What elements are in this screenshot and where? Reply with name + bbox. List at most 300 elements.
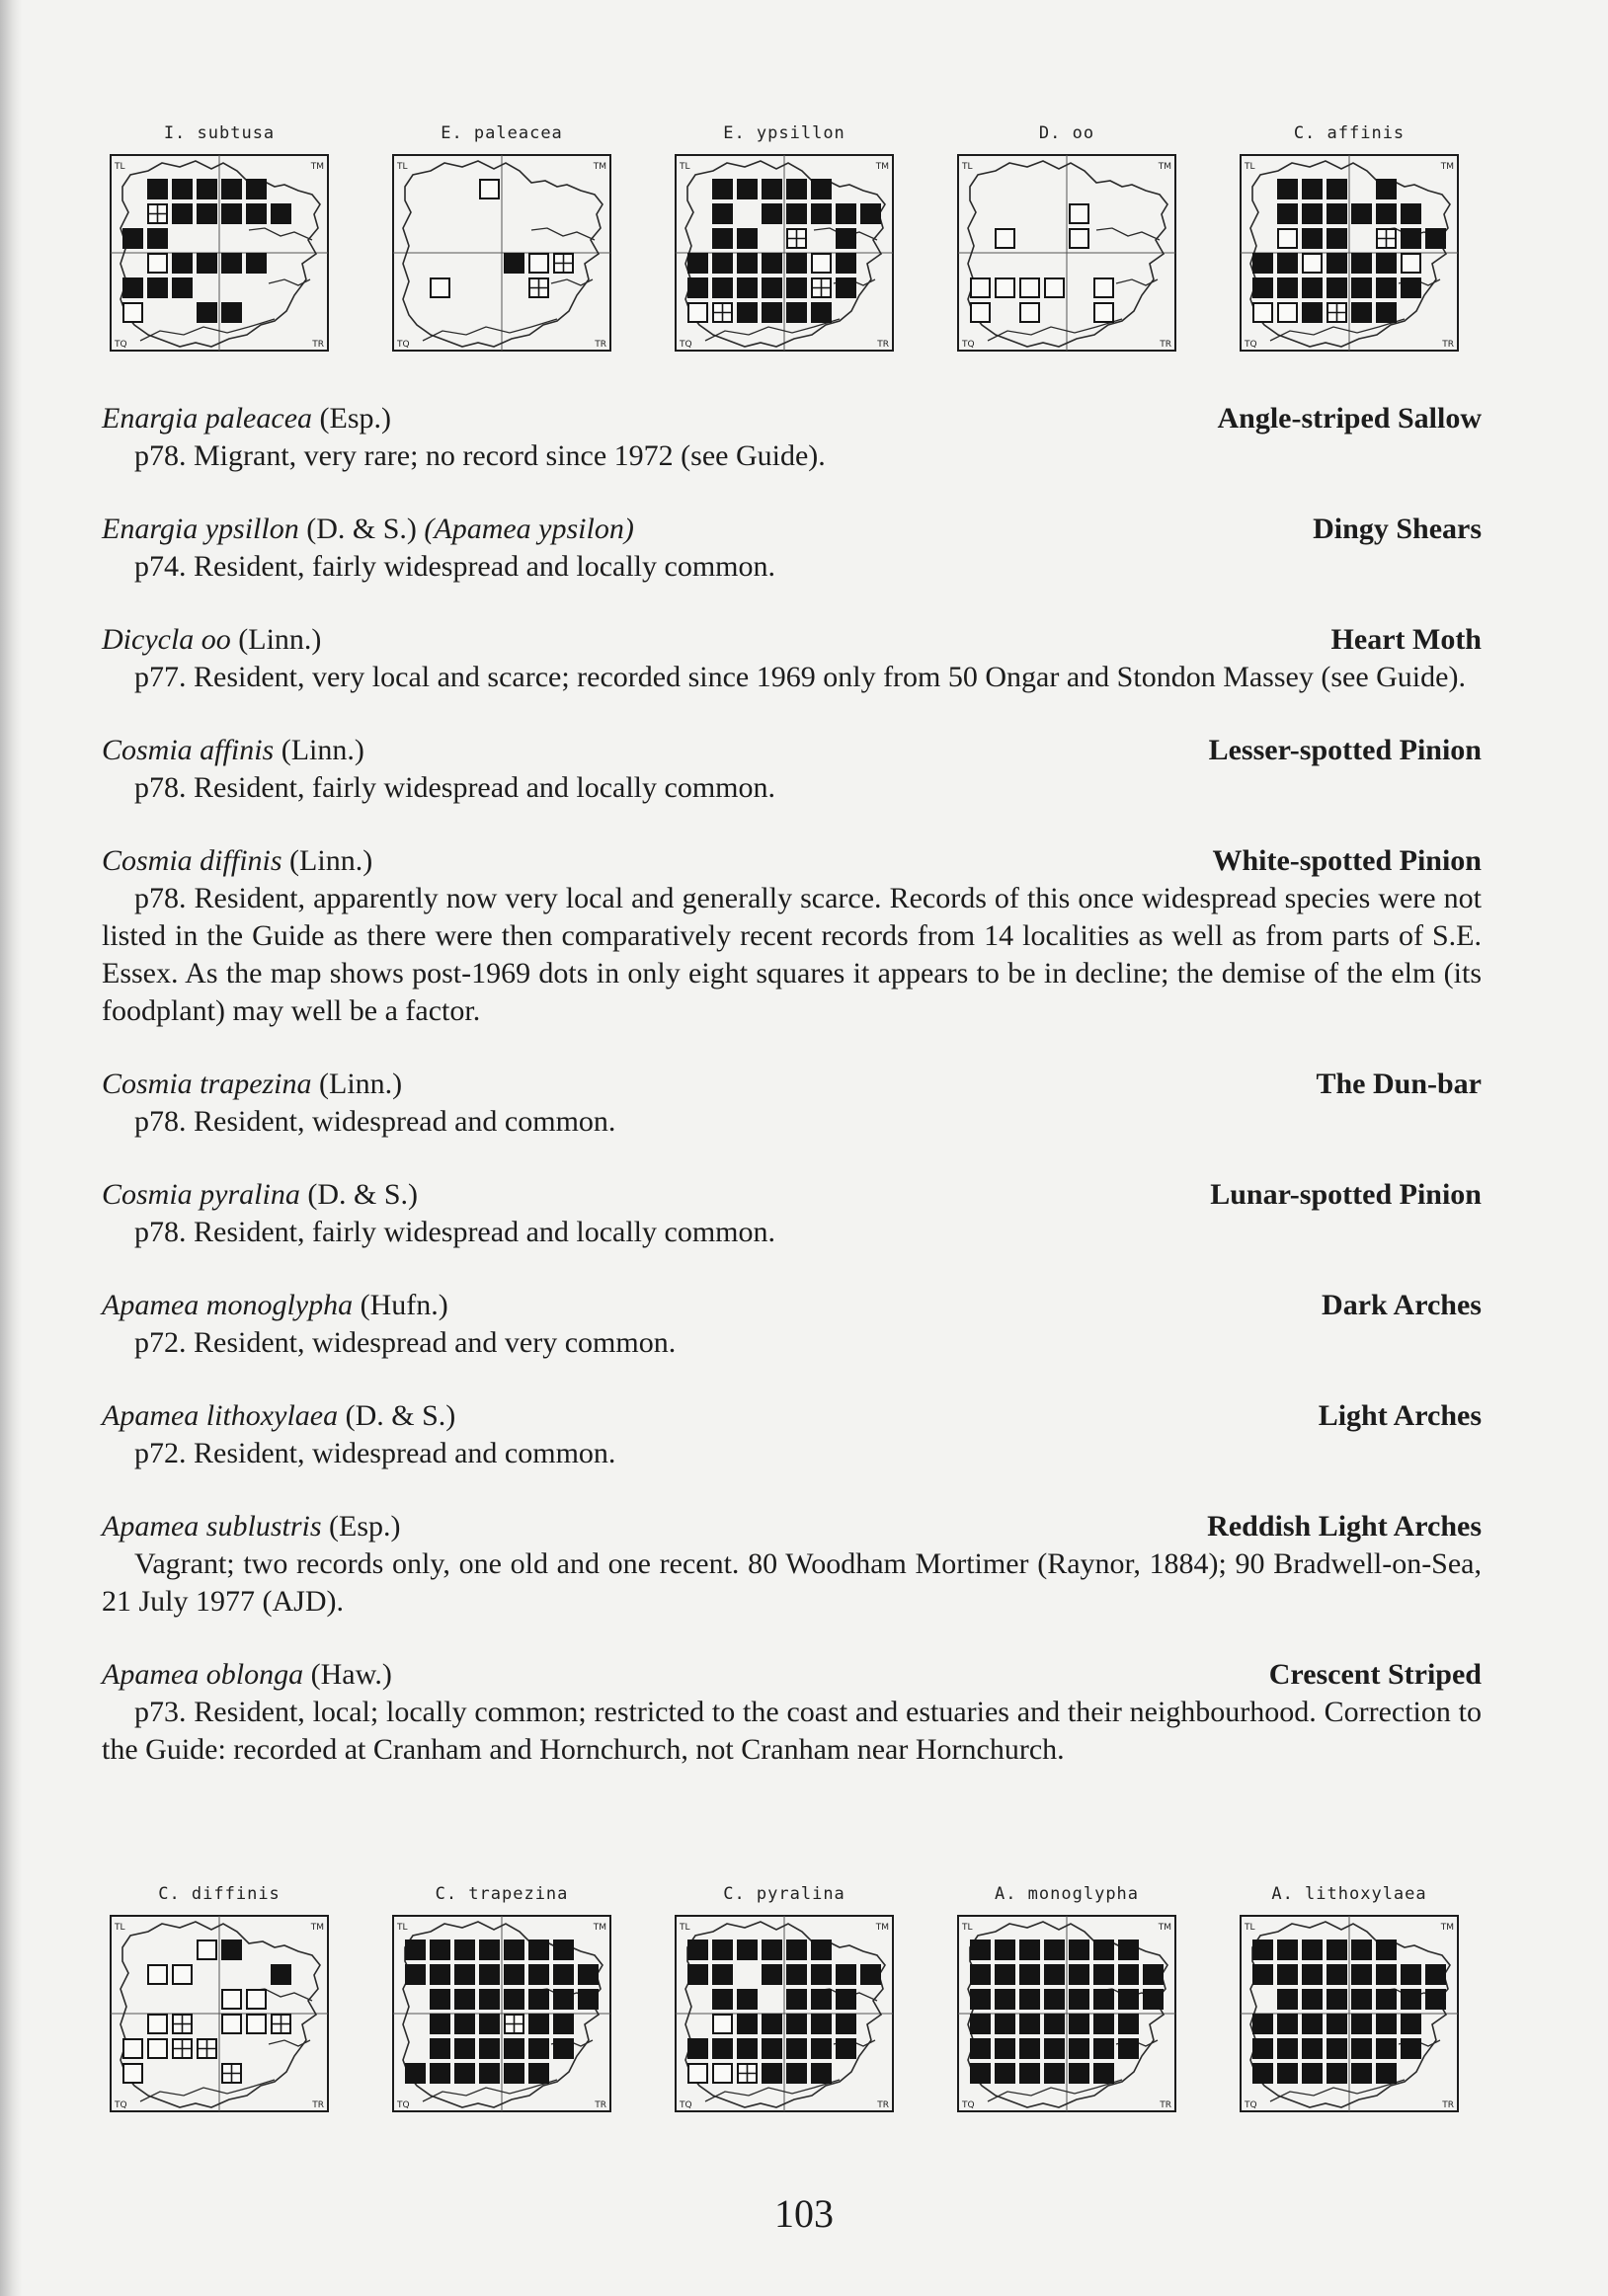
record-square-filled bbox=[995, 1989, 1015, 2010]
synonym: (Apamea ypsilon) bbox=[424, 513, 634, 545]
record-square-filled bbox=[1351, 2063, 1372, 2084]
scientific-name: Cosmia diffinis bbox=[102, 844, 282, 877]
record-square-filled bbox=[811, 302, 832, 323]
record-square-filled bbox=[1302, 203, 1323, 224]
scientific-name-line bbox=[102, 511, 634, 548]
record-square-filled bbox=[762, 2063, 782, 2084]
record-square-filled bbox=[553, 1989, 574, 2010]
common-name: Dingy Shears bbox=[1313, 513, 1482, 545]
map-graphic bbox=[948, 1912, 1185, 2119]
record-square-open bbox=[222, 1990, 241, 2009]
entry-description: p78. Resident, widespread and common. bbox=[134, 1105, 616, 1138]
record-square-filled bbox=[553, 2038, 574, 2059]
record-square-filled bbox=[479, 2038, 500, 2059]
record-square-open bbox=[713, 2064, 732, 2083]
distribution-map bbox=[948, 123, 1185, 360]
record-square-filled bbox=[430, 1964, 450, 1985]
authority: (Esp.) bbox=[321, 1510, 401, 1543]
record-square-filled bbox=[221, 302, 242, 323]
record-square-filled bbox=[122, 277, 143, 298]
scientific-name-line bbox=[102, 621, 321, 659]
record-square-filled bbox=[1093, 1940, 1114, 1960]
record-square-filled bbox=[836, 2038, 856, 2059]
record-square-filled bbox=[1351, 1989, 1372, 2010]
species-entry bbox=[102, 1397, 1482, 1472]
record-square-filled bbox=[1327, 2014, 1347, 2034]
record-square-crossed bbox=[173, 2015, 192, 2033]
record-square-filled bbox=[762, 1964, 782, 1985]
record-square-filled bbox=[1252, 1964, 1273, 1985]
record-square-filled bbox=[454, 1940, 475, 1960]
record-square-filled bbox=[811, 179, 832, 199]
record-square-filled bbox=[995, 2063, 1015, 2084]
map-label-tl: TL bbox=[962, 1923, 973, 1933]
record-square-filled bbox=[836, 203, 856, 224]
record-square-open bbox=[1253, 303, 1272, 322]
record-square-filled bbox=[1044, 2038, 1065, 2059]
map-label-tq: TQ bbox=[115, 340, 127, 350]
record-square-filled bbox=[246, 203, 267, 224]
record-square-crossed bbox=[505, 2015, 523, 2033]
record-square-filled bbox=[1118, 1940, 1139, 1960]
record-square-filled bbox=[1069, 1940, 1089, 1960]
record-square-filled bbox=[712, 277, 733, 298]
map-label-tr: TR bbox=[1160, 340, 1171, 350]
common-name: White-spotted Pinion bbox=[1212, 844, 1482, 877]
record-square-filled bbox=[1044, 1989, 1065, 2010]
record-square-filled bbox=[1143, 1989, 1164, 2010]
entry-heading bbox=[102, 621, 1482, 659]
record-square-filled bbox=[1302, 2063, 1323, 2084]
estuary-line bbox=[1116, 279, 1158, 285]
entry-description: p73. Resident, local; locally common; restricted to the coast and estuaries and their neighbourhood. Correction to the Guide: recorded at Cranham and Hornchurch, not Cranham near Hornchurch. bbox=[102, 1696, 1482, 1766]
entry-description: p78. Resident, apparently now very local and generally scarce. Records of this once widespread species were not listed in the Guide as there were then comparatively recent records from 14 localities as well as from parts of S.E. Essex. As the map shows post-1969 dots in only eight squares it appears to be in decline; the demise of the elm (its foodplant) may well be a factor. bbox=[102, 882, 1482, 1027]
record-square-filled bbox=[1277, 253, 1298, 274]
record-square-open bbox=[431, 278, 449, 297]
common-name: Lesser-spotted Pinion bbox=[1208, 734, 1482, 766]
record-square-filled bbox=[1302, 2038, 1323, 2059]
record-square-filled bbox=[1376, 2063, 1397, 2084]
entry-heading bbox=[102, 1508, 1482, 1545]
entry-heading bbox=[102, 1656, 1482, 1694]
record-square-filled bbox=[1327, 253, 1347, 274]
record-square-filled bbox=[1093, 2014, 1114, 2034]
record-square-filled bbox=[737, 253, 758, 274]
scientific-name-line bbox=[102, 400, 391, 437]
common-name: Reddish Light Arches bbox=[1207, 1510, 1482, 1543]
record-square-open bbox=[971, 278, 990, 297]
record-square-filled bbox=[1376, 179, 1397, 199]
record-square-open bbox=[123, 2039, 142, 2058]
record-square-filled bbox=[836, 277, 856, 298]
record-square-filled bbox=[430, 2014, 450, 2034]
record-square-open bbox=[1070, 229, 1088, 248]
record-square-filled bbox=[1277, 2038, 1298, 2059]
record-square-filled bbox=[995, 2038, 1015, 2059]
record-square-filled bbox=[860, 1964, 881, 1985]
record-square-filled bbox=[197, 302, 217, 323]
map-label-tm: TM bbox=[310, 1923, 324, 1933]
map-label-tm: TM bbox=[310, 162, 324, 172]
entry-description: p78. Resident, fairly widespread and locally common. bbox=[134, 1216, 775, 1248]
record-square-filled bbox=[1302, 1940, 1323, 1960]
record-square-filled bbox=[504, 1940, 524, 1960]
record-square-filled bbox=[762, 1940, 782, 1960]
record-square-filled bbox=[762, 2038, 782, 2059]
record-square-filled bbox=[1277, 1940, 1298, 1960]
record-square-filled bbox=[1351, 302, 1372, 323]
map-graphic bbox=[1231, 1912, 1468, 2119]
entry-heading bbox=[102, 732, 1482, 769]
record-square-filled bbox=[786, 203, 807, 224]
record-square-filled bbox=[1327, 203, 1347, 224]
record-square-filled bbox=[737, 2014, 758, 2034]
record-square-filled bbox=[221, 203, 242, 224]
record-square-filled bbox=[995, 1940, 1015, 1960]
record-square-filled bbox=[1069, 1989, 1089, 2010]
record-square-filled bbox=[1019, 1940, 1040, 1960]
record-square-filled bbox=[454, 1964, 475, 1985]
record-square-filled bbox=[479, 1940, 500, 1960]
record-square-filled bbox=[553, 2014, 574, 2034]
record-square-filled bbox=[221, 253, 242, 274]
record-square-crossed bbox=[222, 2064, 241, 2083]
record-square-filled bbox=[1143, 1964, 1164, 1985]
record-square-filled bbox=[504, 2063, 524, 2084]
record-square-filled bbox=[504, 1989, 524, 2010]
record-square-filled bbox=[1376, 2038, 1397, 2059]
distribution-map bbox=[1231, 123, 1468, 360]
common-name: The Dun-bar bbox=[1316, 1068, 1482, 1100]
record-square-filled bbox=[1019, 2014, 1040, 2034]
record-square-filled bbox=[1093, 1964, 1114, 1985]
map-label-tm: TM bbox=[1158, 162, 1171, 172]
record-square-filled bbox=[811, 2063, 832, 2084]
species-entry bbox=[102, 511, 1482, 586]
record-square-filled bbox=[1277, 179, 1298, 199]
map-title: I. subtusa bbox=[163, 123, 276, 143]
record-square-filled bbox=[122, 228, 143, 249]
record-square-filled bbox=[712, 253, 733, 274]
scientific-name-line bbox=[102, 1287, 448, 1324]
estuary-line bbox=[551, 279, 593, 285]
scientific-name-line bbox=[102, 1397, 455, 1435]
record-square-filled bbox=[405, 1964, 426, 1985]
map-label-tl: TL bbox=[1245, 1923, 1255, 1933]
record-square-filled bbox=[786, 2014, 807, 2034]
map-label-tl: TL bbox=[397, 1923, 408, 1933]
record-square-filled bbox=[454, 2038, 475, 2059]
record-square-filled bbox=[1376, 1964, 1397, 1985]
record-square-filled bbox=[712, 179, 733, 199]
entry-heading bbox=[102, 1176, 1482, 1214]
record-square-open bbox=[1045, 278, 1064, 297]
scientific-name: Apamea monoglypha bbox=[102, 1289, 354, 1321]
record-square-filled bbox=[737, 302, 758, 323]
record-square-filled bbox=[762, 203, 782, 224]
map-label-tm: TM bbox=[593, 162, 606, 172]
record-square-filled bbox=[1277, 1964, 1298, 1985]
record-square-filled bbox=[970, 2063, 991, 2084]
record-square-filled bbox=[221, 179, 242, 199]
distribution-map bbox=[948, 1884, 1185, 2121]
record-square-filled bbox=[970, 1940, 991, 1960]
record-square-crossed bbox=[738, 2064, 757, 2083]
record-square-filled bbox=[553, 1964, 574, 1985]
record-square-filled bbox=[1302, 277, 1323, 298]
record-square-filled bbox=[528, 1964, 549, 1985]
map-graphic bbox=[383, 1912, 620, 2119]
record-square-filled bbox=[271, 203, 291, 224]
map-label-tr: TR bbox=[877, 2100, 889, 2110]
record-square-filled bbox=[528, 1989, 549, 2010]
scientific-name: Enargia paleacea bbox=[102, 402, 313, 435]
record-square-filled bbox=[1044, 1964, 1065, 1985]
map-label-tm: TM bbox=[1440, 1923, 1454, 1933]
map-title: A. monoglypha bbox=[994, 1884, 1140, 1904]
record-square-crossed bbox=[554, 254, 573, 273]
map-graphic bbox=[666, 1912, 903, 2119]
record-square-filled bbox=[1118, 2038, 1139, 2059]
record-square-filled bbox=[1425, 1989, 1446, 2010]
record-square-filled bbox=[786, 2038, 807, 2059]
record-square-open bbox=[247, 2015, 266, 2033]
distribution-map bbox=[666, 1884, 903, 2121]
scientific-name-line bbox=[102, 1176, 418, 1214]
record-square-crossed bbox=[173, 2039, 192, 2058]
record-square-filled bbox=[197, 179, 217, 199]
map-graphic bbox=[383, 151, 620, 358]
map-graphic bbox=[948, 151, 1185, 358]
record-square-filled bbox=[970, 2014, 991, 2034]
record-square-filled bbox=[836, 1964, 856, 1985]
record-square-open bbox=[148, 254, 167, 273]
scientific-name: Cosmia trapezina bbox=[102, 1068, 312, 1100]
record-square-filled bbox=[578, 1989, 599, 2010]
record-square-filled bbox=[1376, 253, 1397, 274]
record-square-filled bbox=[836, 228, 856, 249]
record-square-filled bbox=[197, 253, 217, 274]
record-square-open bbox=[996, 278, 1014, 297]
entry-heading bbox=[102, 511, 1482, 548]
map-label-tq: TQ bbox=[680, 2100, 692, 2110]
species-entry bbox=[102, 1287, 1482, 1362]
distribution-map bbox=[101, 123, 338, 360]
distribution-map bbox=[383, 123, 620, 360]
species-entry bbox=[102, 1176, 1482, 1251]
record-square-open bbox=[1402, 254, 1420, 273]
record-square-filled bbox=[1425, 1964, 1446, 1985]
map-label-tm: TM bbox=[875, 1923, 889, 1933]
map-label-tm: TM bbox=[1440, 162, 1454, 172]
scientific-name-line bbox=[102, 842, 372, 880]
record-square-open bbox=[1278, 303, 1297, 322]
record-square-filled bbox=[712, 203, 733, 224]
scientific-name: Apamea lithoxylaea bbox=[102, 1399, 339, 1432]
common-name: Lunar-spotted Pinion bbox=[1210, 1178, 1482, 1211]
map-label-tq: TQ bbox=[397, 340, 410, 350]
record-square-filled bbox=[1118, 1989, 1139, 2010]
record-square-filled bbox=[430, 1989, 450, 2010]
record-square-filled bbox=[762, 179, 782, 199]
scientific-name-line bbox=[102, 1656, 392, 1694]
common-name: Heart Moth bbox=[1330, 623, 1482, 656]
record-square-filled bbox=[712, 1940, 733, 1960]
record-square-filled bbox=[786, 179, 807, 199]
map-label-tq: TQ bbox=[680, 340, 692, 350]
record-square-filled bbox=[786, 1964, 807, 1985]
estuary-line bbox=[249, 228, 312, 240]
map-label-tq: TQ bbox=[962, 340, 975, 350]
entry-description: p78. Migrant, very rare; no record since 1972 (see Guide). bbox=[134, 439, 826, 472]
record-square-open bbox=[713, 2015, 732, 2033]
authority: (Linn.) bbox=[311, 1068, 403, 1100]
record-square-filled bbox=[1401, 203, 1421, 224]
record-square-filled bbox=[836, 253, 856, 274]
record-square-filled bbox=[1351, 277, 1372, 298]
record-square-filled bbox=[1019, 2038, 1040, 2059]
species-entry bbox=[102, 400, 1482, 475]
record-square-filled bbox=[197, 203, 217, 224]
entry-heading bbox=[102, 1066, 1482, 1103]
scientific-name: Apamea oblonga bbox=[102, 1658, 304, 1691]
record-square-filled bbox=[1302, 302, 1323, 323]
scientific-name-line bbox=[102, 1508, 401, 1545]
authority: (Haw.) bbox=[303, 1658, 392, 1691]
record-square-filled bbox=[762, 253, 782, 274]
record-square-filled bbox=[1044, 2014, 1065, 2034]
record-square-filled bbox=[1252, 253, 1273, 274]
record-square-filled bbox=[811, 2038, 832, 2059]
record-square-filled bbox=[1376, 277, 1397, 298]
scientific-name: Cosmia pyralina bbox=[102, 1178, 300, 1211]
map-title: E. paleacea bbox=[441, 123, 563, 143]
map-label-tr: TR bbox=[595, 2100, 606, 2110]
map-label-tq: TQ bbox=[115, 2100, 127, 2110]
record-square-filled bbox=[454, 1989, 475, 2010]
record-square-filled bbox=[246, 179, 267, 199]
record-square-filled bbox=[1277, 2063, 1298, 2084]
map-label-tl: TL bbox=[962, 162, 973, 172]
record-square-filled bbox=[1401, 1964, 1421, 1985]
record-square-filled bbox=[836, 2014, 856, 2034]
record-square-filled bbox=[1327, 277, 1347, 298]
authority: (Esp.) bbox=[312, 402, 391, 435]
record-square-filled bbox=[1277, 277, 1298, 298]
record-square-filled bbox=[504, 2038, 524, 2059]
record-square-filled bbox=[762, 2014, 782, 2034]
record-square-filled bbox=[172, 253, 193, 274]
record-square-open bbox=[971, 303, 990, 322]
top-distribution-maps bbox=[0, 123, 1608, 360]
map-title: C. pyralina bbox=[723, 1884, 845, 1904]
map-label-tm: TM bbox=[875, 162, 889, 172]
record-square-crossed bbox=[713, 303, 732, 322]
record-square-filled bbox=[147, 277, 168, 298]
record-square-filled bbox=[1302, 1989, 1323, 2010]
record-square-filled bbox=[1401, 277, 1421, 298]
map-label-tr: TR bbox=[1442, 2100, 1454, 2110]
record-square-open bbox=[480, 180, 499, 198]
record-square-filled bbox=[147, 228, 168, 249]
record-square-filled bbox=[504, 1964, 524, 1985]
record-square-filled bbox=[1401, 2038, 1421, 2059]
entry-description: p72. Resident, widespread and very common. bbox=[134, 1326, 677, 1359]
map-title: E. ypsillon bbox=[723, 123, 845, 143]
species-entries bbox=[102, 400, 1482, 1804]
distribution-map bbox=[101, 1884, 338, 2121]
record-square-filled bbox=[995, 2014, 1015, 2034]
record-square-filled bbox=[405, 1940, 426, 1960]
authority: (D. & S.) bbox=[298, 513, 425, 545]
record-square-filled bbox=[970, 1989, 991, 2010]
record-square-filled bbox=[1401, 1989, 1421, 2010]
record-square-open bbox=[247, 1990, 266, 2009]
record-square-filled bbox=[1327, 1964, 1347, 1985]
record-square-filled bbox=[479, 2063, 500, 2084]
record-square-filled bbox=[1302, 2014, 1323, 2034]
entry-description: p72. Resident, widespread and common. bbox=[134, 1437, 616, 1469]
record-square-filled bbox=[1351, 1940, 1372, 1960]
map-title: C. trapezina bbox=[435, 1884, 569, 1904]
record-square-filled bbox=[811, 1989, 832, 2010]
map-label-tr: TR bbox=[1160, 2100, 1171, 2110]
record-square-filled bbox=[1401, 228, 1421, 249]
record-square-filled bbox=[553, 1940, 574, 1960]
record-square-filled bbox=[1401, 2014, 1421, 2034]
page-number: 103 bbox=[774, 2191, 834, 2236]
map-label-tr: TR bbox=[1442, 340, 1454, 350]
record-square-open bbox=[148, 2015, 167, 2033]
record-square-filled bbox=[1069, 2063, 1089, 2084]
map-title: A. lithoxylaea bbox=[1271, 1884, 1427, 1904]
record-square-filled bbox=[147, 179, 168, 199]
record-square-filled bbox=[737, 1940, 758, 1960]
map-label-tl: TL bbox=[680, 1923, 690, 1933]
record-square-open bbox=[812, 254, 831, 273]
entry-heading bbox=[102, 400, 1482, 437]
entry-heading bbox=[102, 1397, 1482, 1435]
map-label-tr: TR bbox=[595, 340, 606, 350]
record-square-filled bbox=[811, 203, 832, 224]
record-square-open bbox=[1020, 303, 1039, 322]
record-square-open bbox=[1020, 278, 1039, 297]
entry-description: p78. Resident, fairly widespread and locally common. bbox=[134, 771, 775, 804]
record-square-filled bbox=[1069, 2014, 1089, 2034]
species-entry bbox=[102, 1656, 1482, 1769]
map-graphic bbox=[666, 151, 903, 358]
record-square-filled bbox=[1019, 2063, 1040, 2084]
record-square-open bbox=[1094, 278, 1113, 297]
record-square-filled bbox=[172, 179, 193, 199]
record-square-crossed bbox=[812, 278, 831, 297]
record-square-filled bbox=[405, 2063, 426, 2084]
record-square-filled bbox=[1252, 2014, 1273, 2034]
record-square-filled bbox=[786, 253, 807, 274]
record-square-crossed bbox=[1377, 229, 1396, 248]
record-square-open bbox=[148, 1965, 167, 1984]
record-square-crossed bbox=[272, 2015, 290, 2033]
map-label-tm: TM bbox=[593, 1923, 606, 1933]
record-square-filled bbox=[712, 228, 733, 249]
record-square-filled bbox=[1376, 203, 1397, 224]
record-square-filled bbox=[528, 1940, 549, 1960]
record-square-filled bbox=[860, 203, 881, 224]
record-square-filled bbox=[1425, 228, 1446, 249]
map-label-tr: TR bbox=[312, 340, 324, 350]
record-square-filled bbox=[1069, 2038, 1089, 2059]
record-square-filled bbox=[454, 2063, 475, 2084]
